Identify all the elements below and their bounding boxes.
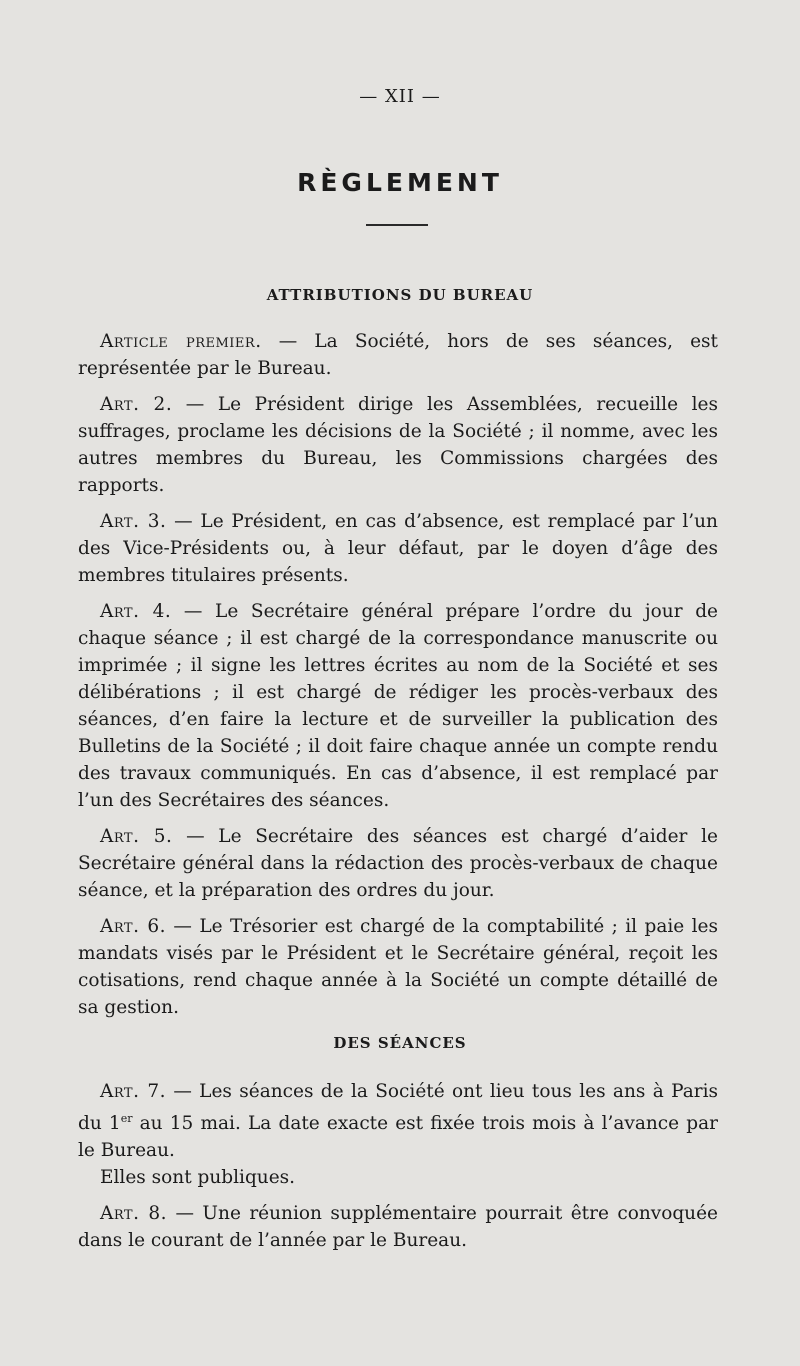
article-label: Art. 6. [100, 916, 167, 937]
article-text: — Le Président, en cas d’absence, est remplacé par l’un des Vice-Présidents ou, à leur défaut, par le doyen d’âge des membres titulaires présents. [78, 511, 718, 586]
title-rule [366, 224, 428, 226]
article-label: Art. 4. [100, 601, 172, 622]
article-label: Art. 2. [100, 394, 173, 415]
article-text: — Une réunion supplémentaire pourrait être convoquée dans le courant de l’année par le Bureau. [78, 1203, 718, 1252]
public-note [78, 1164, 718, 1191]
article-3 [78, 508, 718, 589]
article-label: Article premier. [100, 331, 262, 352]
article-6 [78, 913, 718, 1021]
article-text: — Le Trésorier est chargé de la comptabilité ; il paie les mandats visés par le Président et le Secrétaire général, reçoit les cotisations, rend chaque année à la Société un compte détaillé de sa gestion. [78, 916, 718, 1018]
section-seances-body [78, 1078, 718, 1263]
page-title: RÈGLEMENT [297, 168, 503, 197]
article-label: Art. 7. [100, 1081, 166, 1102]
section-heading-bureau: ATTRIBUTIONS DU BUREAU [266, 286, 534, 304]
note-text: Elles sont publiques. [100, 1167, 296, 1189]
section-bureau-body [78, 328, 718, 1030]
article-2 [78, 391, 718, 499]
article-8 [78, 1200, 718, 1254]
article-4 [78, 598, 718, 814]
article-label: Art. 5. [100, 826, 173, 847]
article-5 [78, 823, 718, 904]
article-text: — Les séances de la Société ont lieu tous les ans à Paris du 1 [78, 1081, 718, 1135]
article-label: Art. 8. [100, 1203, 168, 1225]
article-7 [78, 1078, 718, 1164]
article-1 [78, 328, 718, 382]
article-text: — Le Président dirige les Assemblées, recueille les suffrages, proclame les décisions de la Société ; il nomme, avec les autres membres du Bureau, les Commissions chargées des rapports. [78, 394, 718, 496]
ordinal-superscript: er [120, 1112, 133, 1125]
article-text: — La Société, hors de ses séances, est représentée par le Bureau. [78, 331, 718, 379]
article-text: au 15 mai. La date exacte est fixée trois mois à l’avance par le Bureau. [78, 1113, 718, 1162]
article-text: — Le Secrétaire général prépare l’ordre du jour de chaque séance ; il est chargé de la correspondance manuscrite ou imprimée ; il signe les lettres écrites au nom de la Société et ses délibérations ; il est chargé de rédiger les procès-verbaux des séances, d’en faire la lecture et de surveiller la publication des Bulletins de la Société ; il doit faire chaque année un compte rendu des travaux communiqués. En cas d’absence, il est remplacé par l’un des Secrétaires des séances. [78, 601, 718, 811]
section-heading-seances: DES SÉANCES [333, 1034, 467, 1052]
page-number: — XII — [359, 86, 441, 107]
article-text: — Le Secrétaire des séances est chargé d’aider le Secrétaire général dans la rédaction des procès-verbaux de chaque séance, et la préparation des ordres du jour. [78, 826, 718, 901]
article-label: Art. 3. [100, 511, 167, 532]
